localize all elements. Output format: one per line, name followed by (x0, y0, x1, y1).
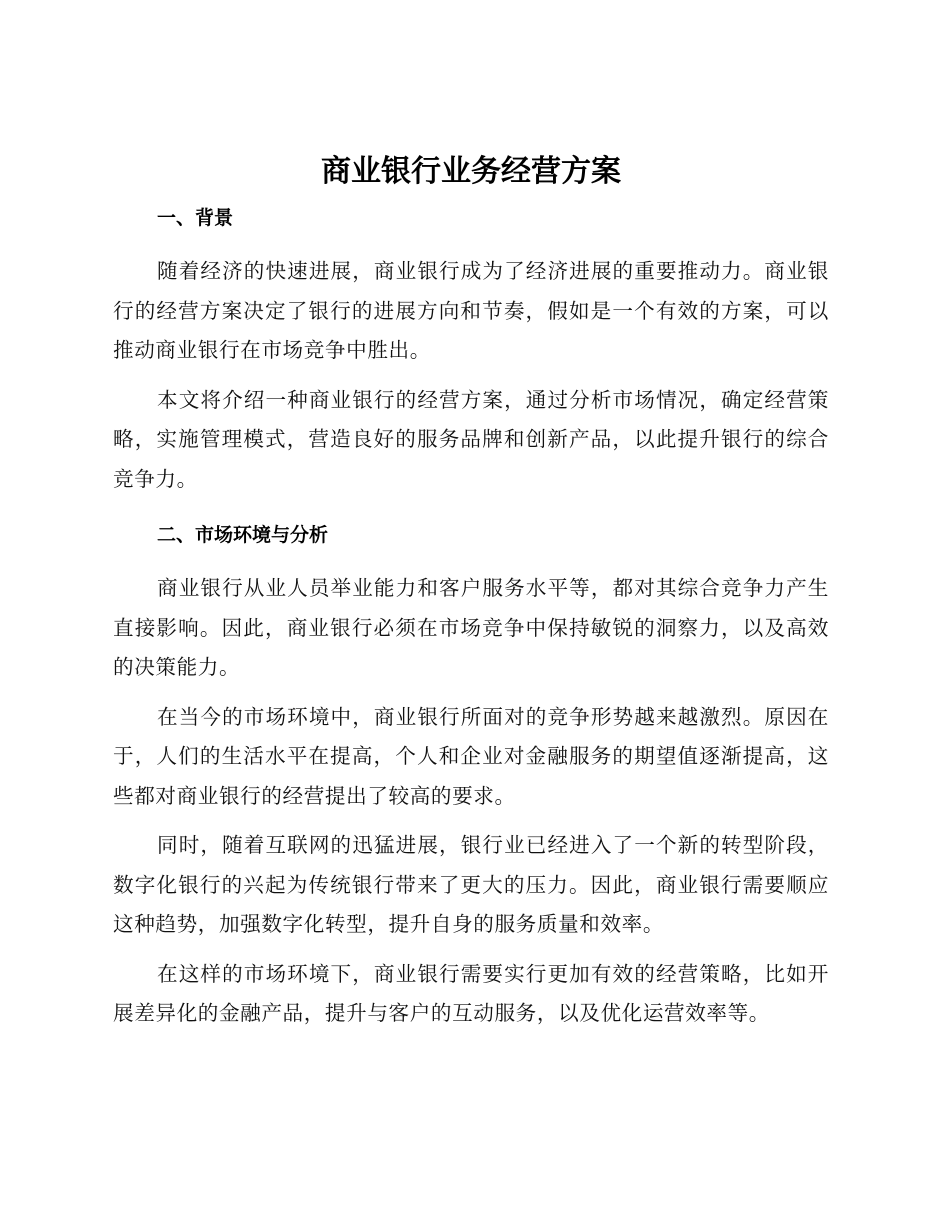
document-title: 商业银行业务经营方案 (321, 154, 621, 189)
paragraph: 商业银行从业人员举业能力和客户服务水平等，都对其综合竞争力产生直接影响。因此，商业银行必须在市场竞争中保持敏锐的洞察力，以及高效的决策能力。 (113, 576, 829, 679)
section-heading-background: 一、背景 (157, 207, 234, 229)
paragraph: 在当今的市场环境中，商业银行所面对的竞争形势越来越激烈。原因在于，人们的生活水平在提高，个人和企业对金融服务的期望值逐渐提高，这些都对商业银行的经营提出了较高的要求。 (113, 704, 829, 808)
paragraph: 同时，随着互联网的迅猛进展，银行业已经进入了一个新的转型阶段，数字化银行的兴起为传统银行带来了更大的压力。因此，商业银行需要顺应这种趋势，加强数字化转型，提升自身的服务质量和效率。 (113, 833, 829, 936)
paragraph: 随着经济的快速进展，商业银行成为了经济进展的重要推动力。商业银行的经营方案决定了银行的进展方向和节奏，假如是一个有效的方案，可以推动商业银行在市场竞争中胜出。 (113, 259, 829, 362)
section-heading-market-analysis: 二、市场环境与分析 (157, 524, 329, 546)
paragraph: 本文将介绍一种商业银行的经营方案，通过分析市场情况，确定经营策略，实施管理模式，营造良好的服务品牌和创新产品，以此提升银行的综合竞争力。 (113, 387, 829, 491)
document-body (113, 150, 829, 1034)
paragraph: 在这样的市场环境下，商业银行需要实行更加有效的经营策略，比如开展差异化的金融产品，提升与客户的互动服务，以及优化运营效率等。 (113, 961, 829, 1025)
